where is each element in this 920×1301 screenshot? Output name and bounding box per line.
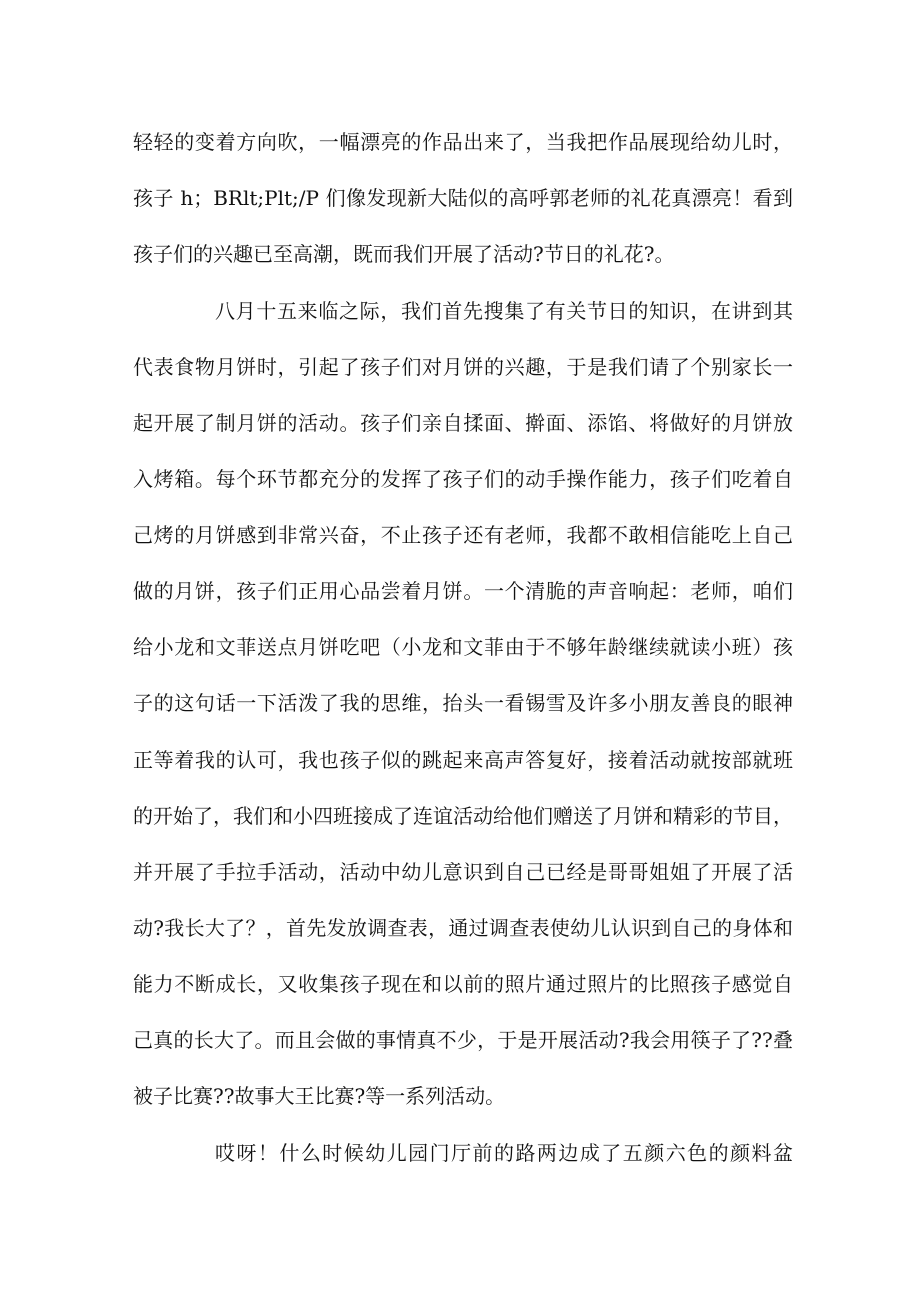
- paragraph-2-line-6: 做的月饼，孩子们正用心品尝着月饼。一个清脆的声音响起：老师，咱们: [133, 579, 793, 603]
- paragraph-3-line-1: 哎呀！什么时候幼儿园门厅前的路两边成了五颜六色的颜料盆: [215, 1141, 793, 1165]
- paragraph-2-line-13: 能力不断成长，又收集孩子现在和以前的照片通过照片的比照孩子感觉自: [133, 972, 793, 996]
- paragraph-2-line-4: 入烤箱。每个环节都充分的发挥了孩子们的动手操作能力，孩子们吃着自: [133, 467, 793, 491]
- paragraph-2-line-12: 动?我长大了？，首先发放调查表，通过调查表使幼儿认识到自己的身体和: [133, 916, 793, 940]
- paragraph-2-line-7: 给小龙和文菲送点月饼吃吧（小龙和文菲由于不够年龄继续就读小班）孩: [133, 635, 793, 659]
- paragraph-2-line-10: 的开始了，我们和小四班接成了连谊活动给他们赠送了月饼和精彩的节目，: [133, 804, 793, 828]
- paragraph-1-line-2: 孩子 h；BRlt;Plt;/P 们像发现新大陆似的高呼郭老师的礼花真漂亮！看到: [133, 186, 793, 210]
- paragraph-2-line-11: 并开展了手拉手活动，活动中幼儿意识到自己已经是哥哥姐姐了开展了活: [133, 860, 793, 884]
- paragraph-1-line-1: 轻轻的变着方向吹，一幅漂亮的作品出来了，当我把作品展现给幼儿时，: [133, 130, 793, 154]
- paragraph-2-line-3: 起开展了制月饼的活动。孩子们亲自揉面、擀面、添馅、将做好的月饼放: [133, 411, 793, 435]
- paragraph-2-line-9: 正等着我的认可，我也孩子似的跳起来高声答复好，接着活动就按部就班: [133, 748, 793, 772]
- paragraph-2-line-8: 子的这句话一下活泼了我的思维，抬头一看锡雪及许多小朋友善良的眼神: [133, 691, 793, 715]
- paragraph-2-line-2: 代表食物月饼时，引起了孩子们对月饼的兴趣，于是我们请了个别家长一: [133, 355, 793, 379]
- paragraph-2-line-1: 八月十五来临之际，我们首先搜集了有关节日的知识，在讲到其: [215, 299, 793, 323]
- paragraph-1-line-3: 孩子们的兴趣已至高潮，既而我们开展了活动?节日的礼花?。: [133, 242, 675, 266]
- paragraph-2-line-15: 被子比赛??故事大王比赛?等一系列活动。: [133, 1084, 506, 1108]
- paragraph-2-line-14: 己真的长大了。而且会做的事情真不少，于是开展活动?我会用筷子了??叠: [133, 1028, 793, 1052]
- paragraph-2-line-5: 己烤的月饼感到非常兴奋，不止孩子还有老师，我都不敢相信能吃上自己: [133, 523, 793, 547]
